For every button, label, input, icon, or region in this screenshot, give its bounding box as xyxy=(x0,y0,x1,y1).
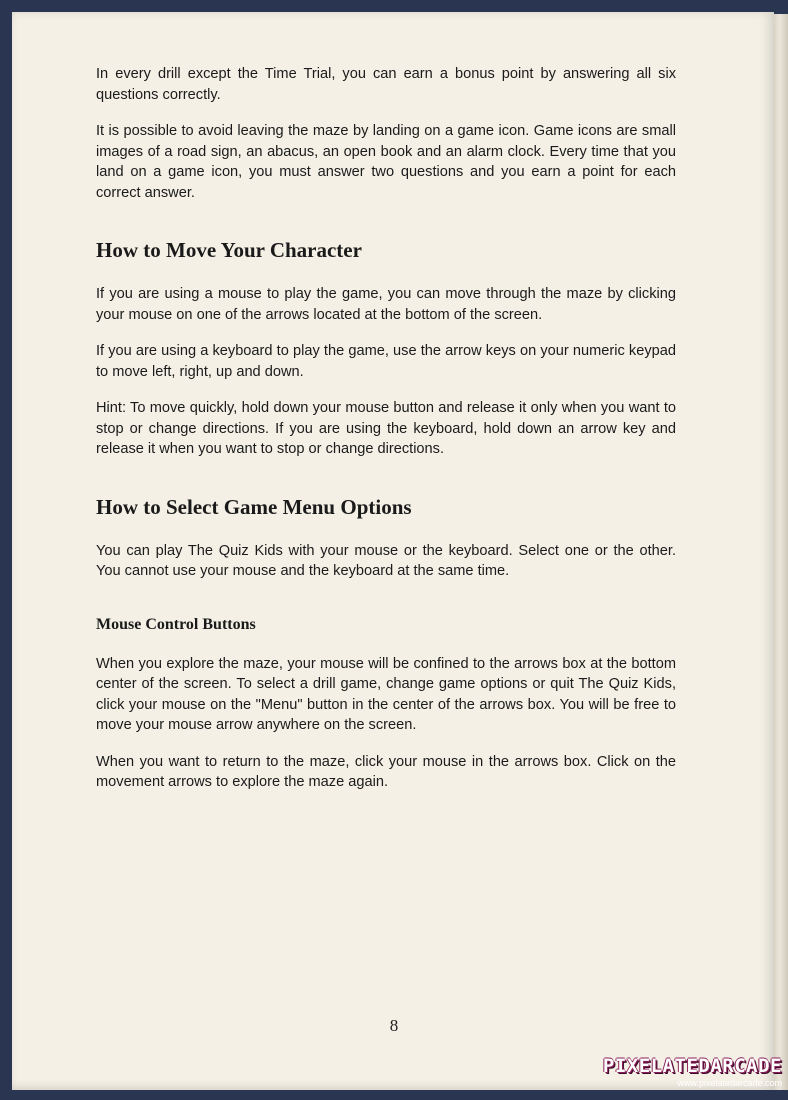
page-number: 8 xyxy=(389,1016,399,1035)
paragraph-arrows-box: When you explore the maze, your mouse will be confined to the arrows box at the bottom center of the screen. To select a drill game, change game options or quit The Quiz Kids, click your mouse on the "Menu" button in the center of the arrows box. You will be free to move your mouse arrow anywhere on the screen. xyxy=(96,655,676,733)
paragraph-input-choice: You can play The Quiz Kids with your mouse or the keyboard. Select one or the other. You cannot use your mouse and the keyboard at the same time. xyxy=(96,542,676,579)
paragraph-bonus-point: In every drill except the Time Trial, you can earn a bonus point by answering all six questions correctly. xyxy=(96,66,676,103)
page-content xyxy=(96,64,676,809)
paragraph-mouse-move: If you are using a mouse to play the game, you can move through the maze by clicking your mouse on one of the arrows located at the bottom of the screen. xyxy=(96,286,676,323)
heading-move-character: How to Move Your Character xyxy=(96,238,362,262)
watermark xyxy=(603,1055,782,1088)
paragraph-hint: Hint: To move quickly, hold down your mouse button and release it only when you want to stop or change directions. If you are using the keyboard, hold down an arrow key and release it when you want to stop or change directions. xyxy=(96,400,676,457)
paragraph-return-maze: When you want to return to the maze, click your mouse in the arrows box. Click on the movement arrows to explore the maze again. xyxy=(96,753,676,790)
watermark-logo: PIXELATEDARCADE xyxy=(602,1055,782,1077)
heading-game-menu: How to Select Game Menu Options xyxy=(96,494,412,519)
paragraph-keyboard-move: If you are using a keyboard to play the game, use the arrow keys on your numeric keypad to move left, right, up and down. xyxy=(96,343,676,380)
paragraph-game-icons: It is possible to avoid leaving the maze by landing on a game icon. Game icons are small images of a road sign, an abacus, an open book and an alarm clock. Every time that you land on a game icon, you must answer two questions and you earn a point for each correct answer. xyxy=(96,123,676,201)
subheading-mouse-control: Mouse Control Buttons xyxy=(96,615,256,633)
page-edge xyxy=(774,14,788,1090)
watermark-url: www.pixelatedarcade.com xyxy=(677,1078,782,1088)
